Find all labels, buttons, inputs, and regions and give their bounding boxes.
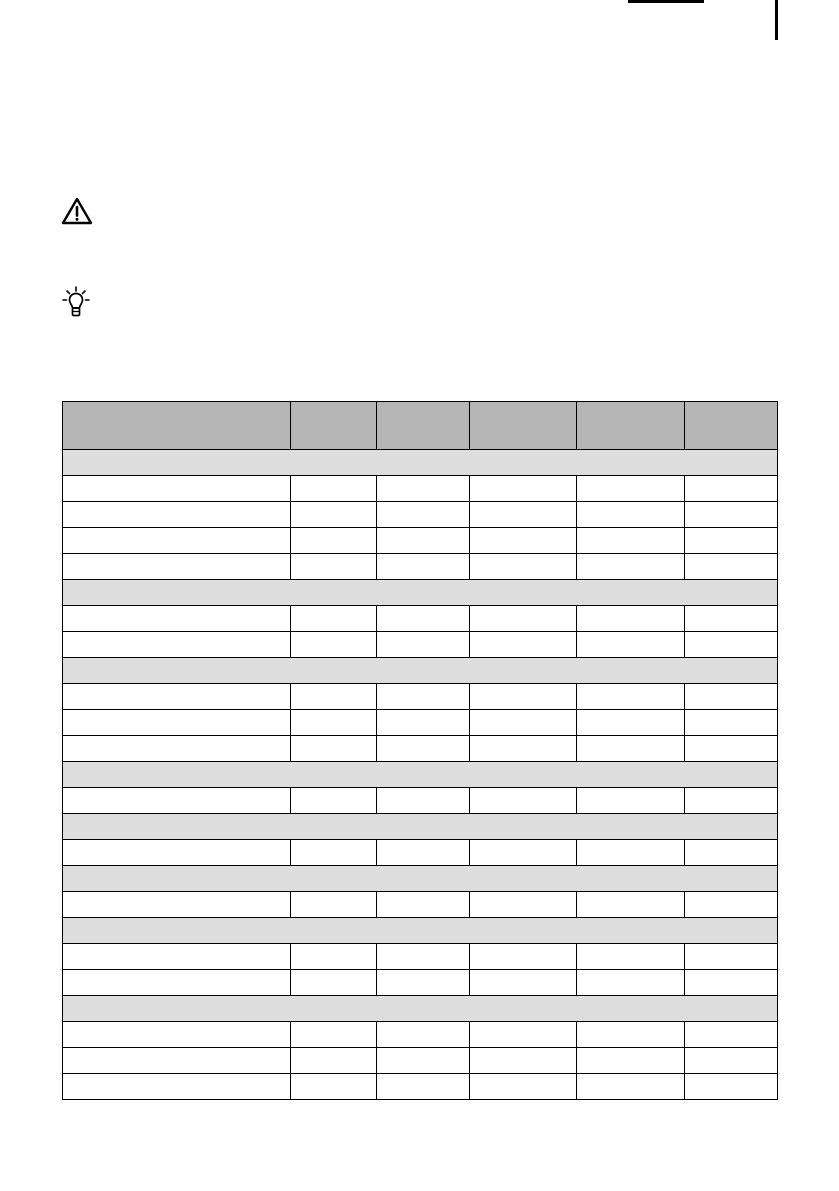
table-cell [685,502,778,528]
table-section-row [63,814,778,840]
table-cell [470,528,577,554]
table-cell [377,1074,470,1100]
table-cell [577,788,685,814]
table-cell [577,684,685,710]
table-cell [470,554,577,580]
table-cell [291,970,377,996]
table-cell [470,840,577,866]
table-cell [577,528,685,554]
table-cell [577,632,685,658]
table-row [63,606,778,632]
table-row [63,502,778,528]
table-cell [377,632,470,658]
table-row [63,736,778,762]
table-cell [63,684,291,710]
table-cell [63,840,291,866]
table-cell [377,970,470,996]
table-cell [291,944,377,970]
table-cell [470,502,577,528]
table-section-row [63,658,778,684]
table-cell [63,944,291,970]
table-cell [685,1048,778,1074]
table-row [63,970,778,996]
table-cell [291,788,377,814]
table-cell [63,528,291,554]
table-cell [685,788,778,814]
table-row [63,476,778,502]
table-cell [577,840,685,866]
table-cell [577,736,685,762]
table-row [63,944,778,970]
table-cell [377,736,470,762]
section-label [63,762,778,788]
section-label [63,580,778,606]
table-cell [291,528,377,554]
table-cell [63,788,291,814]
table-row [63,840,778,866]
table-cell [63,1074,291,1100]
table-cell [291,736,377,762]
table-cell [470,684,577,710]
table-cell [470,736,577,762]
table-cell [291,554,377,580]
table-cell [291,710,377,736]
table-cell [470,1022,577,1048]
column-header [63,402,291,450]
table-cell [470,788,577,814]
table-cell [377,554,470,580]
table-cell [470,892,577,918]
table-cell [577,892,685,918]
table-cell [577,944,685,970]
table-cell [291,502,377,528]
table-cell [577,1022,685,1048]
table-cell [577,970,685,996]
table-row [63,1022,778,1048]
table-cell [63,970,291,996]
table-row [63,788,778,814]
table-cell [291,1074,377,1100]
table-cell [291,684,377,710]
table-cell [470,1074,577,1100]
table-cell [63,554,291,580]
table-cell [685,892,778,918]
table-row [63,1074,778,1100]
table-cell [63,710,291,736]
table-cell [470,944,577,970]
column-header [577,402,685,450]
table-cell [685,476,778,502]
table-cell [377,892,470,918]
table-cell [63,1022,291,1048]
table-cell [577,554,685,580]
table-cell [685,606,778,632]
table-cell [470,970,577,996]
table-cell [470,632,577,658]
table-cell [685,554,778,580]
table-cell [377,840,470,866]
section-label [63,918,778,944]
table-cell [577,476,685,502]
table-row [63,892,778,918]
table-cell [291,1022,377,1048]
table-cell [685,632,778,658]
table-cell [577,502,685,528]
table-cell [291,840,377,866]
table-cell [470,476,577,502]
table-cell [685,710,778,736]
table-cell [470,710,577,736]
table-cell [63,606,291,632]
table-cell [577,606,685,632]
table-cell [63,892,291,918]
table-cell [685,944,778,970]
table-cell [377,944,470,970]
column-header [377,402,470,450]
table-cell [577,1074,685,1100]
column-header [291,402,377,450]
table-cell [685,684,778,710]
table-cell [685,1022,778,1048]
table-cell [577,1048,685,1074]
table-row [63,684,778,710]
table-cell [377,1022,470,1048]
table-cell [377,684,470,710]
table-cell [685,736,778,762]
column-header [685,402,778,450]
warning-triangle-icon [60,196,94,226]
table-row [63,554,778,580]
table-cell [377,528,470,554]
table-cell [291,606,377,632]
table-cell [377,788,470,814]
table-cell [470,606,577,632]
table-cell [291,892,377,918]
section-label [63,658,778,684]
lightbulb-icon [60,286,92,320]
table-cell [63,736,291,762]
table-section-row [63,762,778,788]
table-cell [377,1048,470,1074]
table-cell [470,1048,577,1074]
table-section-row [63,996,778,1022]
table-row [63,710,778,736]
table-cell [685,528,778,554]
table-cell [63,1048,291,1074]
table-cell [291,632,377,658]
table-row [63,632,778,658]
table-cell [685,970,778,996]
table-cell [291,476,377,502]
table-body [63,450,778,1100]
table-section-row [63,580,778,606]
column-header [470,402,577,450]
table-cell [63,476,291,502]
table-cell [63,502,291,528]
section-label [63,996,778,1022]
table-header-row [63,402,778,450]
table-cell [685,1074,778,1100]
table-section-row [63,918,778,944]
table-cell [63,632,291,658]
section-label [63,450,778,476]
table-cell [291,1048,377,1074]
specification-table [62,401,778,1100]
table-row [63,1048,778,1074]
section-label [63,866,778,892]
table-cell [377,710,470,736]
table-section-row [63,450,778,476]
table-cell [377,502,470,528]
table-cell [377,606,470,632]
table-cell [685,840,778,866]
crop-mark-vertical [775,0,778,40]
table-section-row [63,866,778,892]
crop-mark-horizontal [628,0,704,3]
table-row [63,528,778,554]
table-cell [577,710,685,736]
table-cell [377,476,470,502]
section-label [63,814,778,840]
